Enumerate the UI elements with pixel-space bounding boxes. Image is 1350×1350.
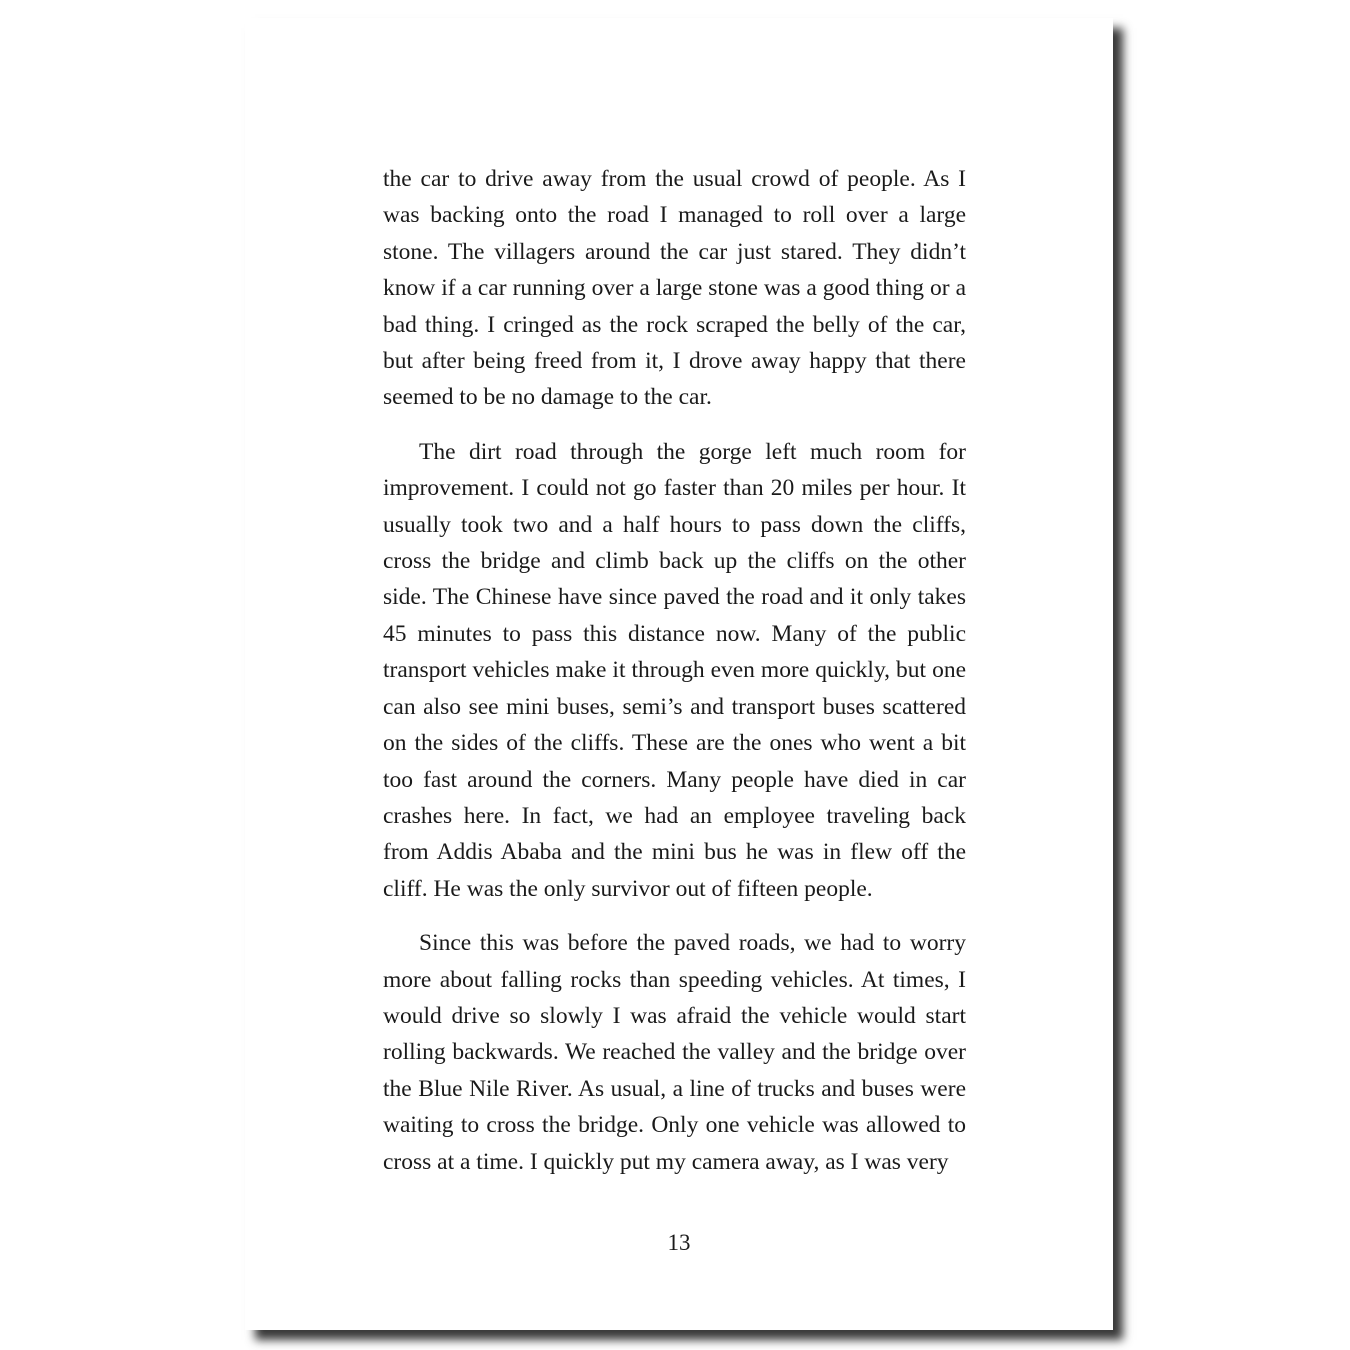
body-text	[383, 161, 966, 1180]
page-number: 13	[667, 1230, 691, 1255]
book-page	[245, 18, 1113, 1330]
paragraph-2: The dirt road through the gorge left much room for improvement. I could not go faster than 20 miles per hour. It usually took two and a half hours to pass down the cliffs, cross the bridge and climb back up the cliffs on the other side. The Chinese have since paved the road and it only takes 45 minutes to pass this distance now. Many of the public transport vehicles make it through even more quickly, but one can also see mini buses, semi’s and transport buses scattered on the sides of the cliffs. These are the ones who went a bit too fast around the corners. Many people have died in car crashes here. In fact, we had an employee traveling back from Addis Ababa and the mini bus he was in flew off the cliff. He was the only survivor out of fifteen people.	[383, 438, 966, 902]
paragraph-3: Since this was before the paved roads, we had to worry more about falling rocks than speeding vehicles. At times, I would drive so slowly I was afraid the vehicle would start rolling backwards. We reached the valley and the bridge over the Blue Nile River. As usual, a line of trucks and buses were waiting to cross the bridge. Only one vehicle was allowed to cross at a time. I quickly put my camera away, as I was very	[383, 930, 966, 1175]
paragraph-1: the car to drive away from the usual crowd of people. As I was backing onto the road I managed to roll over a large stone. The villagers around the car just stared. They didn’t know if a car running over a large stone was a good thing or a bad thing. I cringed as the rock scraped the belly of the car, but after being freed from it, I drove away happy that there seemed to be no damage to the car.	[383, 166, 966, 411]
